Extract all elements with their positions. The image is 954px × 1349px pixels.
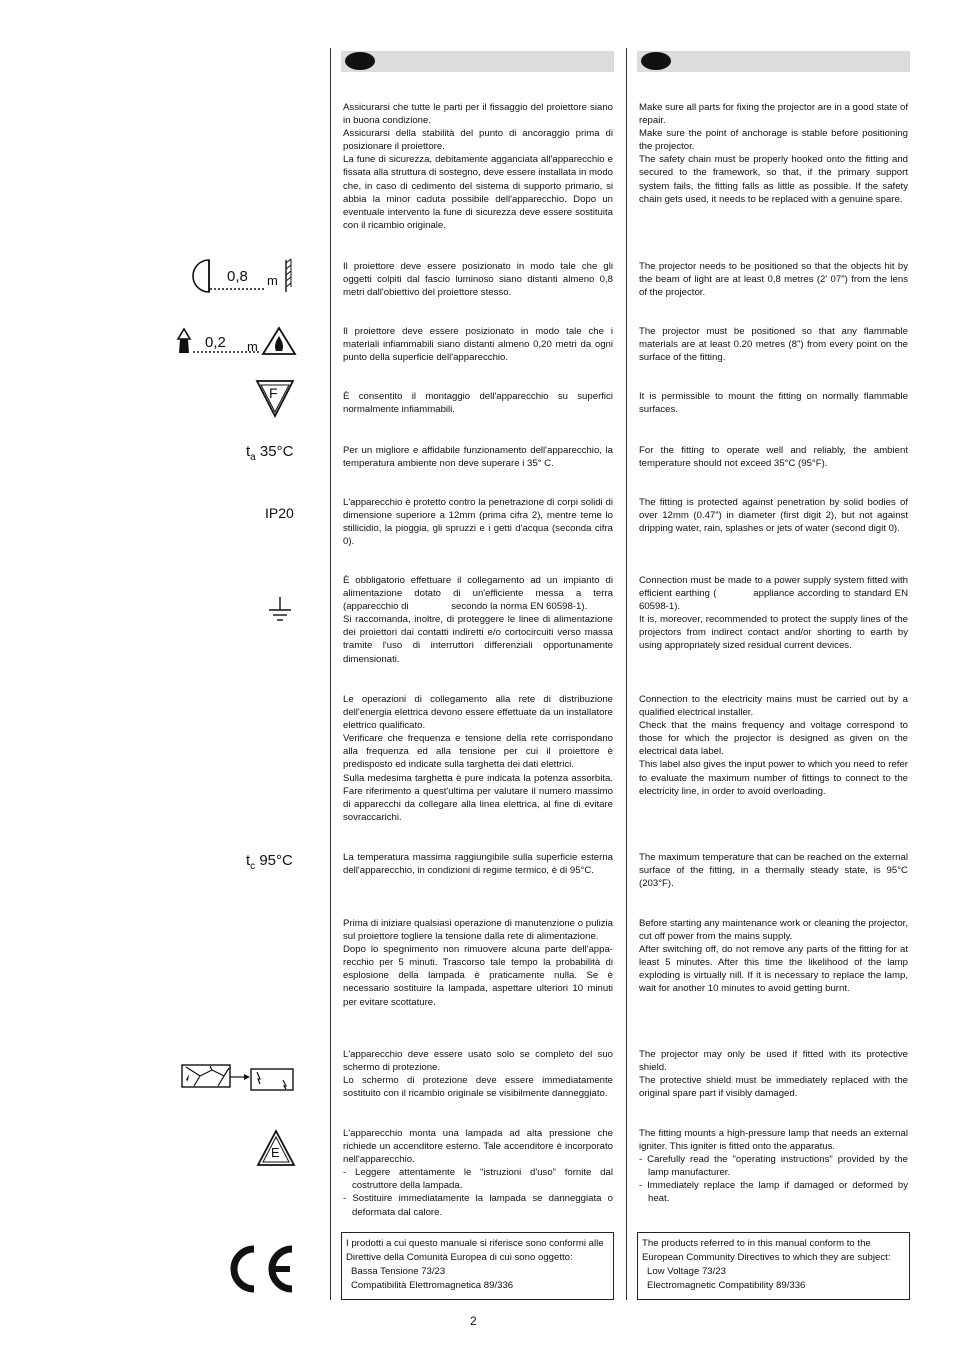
ta-t: t [246, 443, 251, 460]
italian-ce-directive-2: Compatibilità Elettromagnetica 89/336 [351, 1280, 514, 1291]
replace-shield-symbol [180, 1062, 296, 1092]
page-number: 2 [470, 1314, 477, 1328]
flammable-distance-icon [175, 325, 300, 359]
ambient-temperature-symbol [246, 443, 306, 465]
earth-icon [268, 596, 292, 626]
english-ce-box [637, 1232, 910, 1300]
f-mark-letter: F [269, 385, 278, 401]
italian-block-7: È obbligatorio effettuare il collegamento ad un impianto di alimentazione dotato di un'efficiente messa a terra (apparecchio di secondo la norma EN 60598-1). Si raccomanda, inoltre, di proteggere le linee di alimentazione dei proiettori dai contatti indiretti e/o cortocircuiti verso massa tramite l'uso di interruttori differenziali opportunamente dimensionati. [343, 575, 616, 665]
broken-shield-icon [180, 1062, 296, 1092]
english-block-5: For the fitting to operate well and reliably, the ambient temperature should not exceed 35°C (95°F). [639, 445, 908, 470]
english-ce-directive-1: Low Voltage 73/23 [647, 1266, 726, 1277]
italian-block-3: Il proiettore deve essere posizionato in modo tale che i materiali infiammabili siano distanti almeno 0,20 metri da ogni punto della superficie dell'apparecchio. [343, 326, 613, 364]
ta-value: 35°C [259, 443, 294, 460]
column-divider-right [626, 48, 627, 1300]
ta-sub: a [250, 452, 256, 463]
italian-block-12: L'apparecchio monta una lampada ad alta pressione che richiede un accenditore esterno. Tale accenditore è incorporato nell'apparecchio. - Leggere attentamente le “istruzioni d'uso” fornite dal costruttore della lampada. - Sostituire immediatamente la lampada se danneggiata o deformata dal calore. [343, 1128, 613, 1218]
flammable-distance-symbol [175, 325, 300, 359]
italian-block-10: Prima di iniziare qualsiasi operazione di manutenzione o pulizia sul proiettore togliere la tensione dalla rete di alimentazione. Dopo lo spegnimento non rimuovere alcuna parte dell'appa-recchio per 5 minuti. Trascorso tale tempo la probabilità di esplosione della lampada è praticamente nulla. Se è necessario sostituire la lampada, aspettare ulteriori 10 minuti per evitare scottature. [343, 918, 613, 1008]
english-block-11: The projector may only be used if fitted with its protective shield. The protective shield must be immediately replaced with the original spare part if visibly damaged. [639, 1049, 908, 1100]
distance-02-unit: m [247, 339, 258, 354]
distance-08-unit: m [267, 273, 278, 288]
english-block-7: Connection must be made to a power supply system fitted with efficient earthing ( appliance according to standard EN 60598-1). It is, moreover, recommended to protect the supply lines of the projectors from indirect contact and/or shorting to earth by using appropriately sized residual current devices. [639, 575, 911, 652]
italian-block-8: Le operazioni di collegamento alla rete di distribuzione dell'energia elettrica devono essere effettuate da un installatore elettrico qualificato. Verificare che frequenza e tensione della rete corrispondano alla frequenza ed alla tensione per cui il proiettore è predisposto ed indicate sulla targhetta dei dati elettrici. Sulla medesima targhetta è pure indicata la potenza assorbita. Fare riferimento a quest'ultima per valutare il numero massimo di apparecchi da collegare alla linea elettrica, al fine di evitare sovraccarichi. [343, 694, 613, 823]
tc-t: t [246, 852, 251, 869]
f-mark-symbol [255, 378, 295, 418]
english-block-4: It is permissible to mount the fitting on normally flammable surfaces. [639, 391, 908, 416]
english-block-9: The maximum temperature that can be reached on the external surface of the fitting, in a thermally steady state, is 95°C (203°F). [639, 852, 908, 890]
english-ce-directive-2: Electromagnetic Compatibility 89/336 [647, 1280, 806, 1291]
italian-block-6: L'apparecchio è protetto contro la penetrazione di corpi solidi di dimensione superiore a 12mm (prima cifra 2), mentre teme lo stillicidio, la pioggia, gli spruzzi e i getti d'acqua (seconda cifra 0). [343, 497, 613, 548]
italian-block-11: L'apparecchio deve essere usato solo se completo del suo schermo di protezione. Lo schermo di protezione deve essere immediatamente sostituito con il ricambio originale se visibilmente danneggiato. [343, 1049, 613, 1100]
distance-08-value: 0,8 [227, 268, 248, 285]
italian-block-2: Il proiettore deve essere posizionato in modo tale che gli oggetti colpiti dal fascio luminoso siano distanti almeno 0,8 metri dall'obiettivo del proiettore stesso. [343, 261, 613, 299]
italian-header-bar [341, 51, 614, 72]
tc-sub: c [250, 861, 256, 872]
ce-mark-icon [224, 1243, 296, 1295]
italian-ce-directive-1: Bassa Tensione 73/23 [351, 1266, 446, 1277]
italian-block-4: È consentito il montaggio dell'apparecchio su superfici normalmente infiammabili. [343, 391, 613, 416]
english-header-bar [637, 51, 910, 72]
distance-02-value: 0,2 [205, 334, 226, 351]
column-divider-left [330, 48, 331, 1300]
italian-language-dot [345, 52, 375, 70]
italian-block-5: Per un migliore e affidabile funzionamento dell'apparecchio, la temperatura ambiente non deve superare i 35° C. [343, 445, 613, 470]
english-block-2: The projector needs to be positioned so that the objects hit by the beam of light are at least 0,8 metres (2' 07") from the lens of the projector. [639, 261, 908, 299]
italian-ce-intro: I prodotti a cui questo manuale si riferisce sono conformi alle Direttive della Comunità Europea di cui sono oggetto: [346, 1238, 604, 1263]
english-ce-intro: The products referred to in this manual conform to the European Community Directives to which they are subject: [642, 1238, 891, 1263]
ce-mark [224, 1243, 296, 1295]
italian-block-9: La temperatura massima raggiungibile sulla superficie esterna dell'apparecchio, in condizioni di regime termico, è di 95°C. [343, 852, 613, 877]
english-block-6: The fitting is protected against penetration by solid bodies of over 12mm (0.47") in diameter (first digit 2), but not against dripping water, rain, splashes or jets of water (second digit 0). [639, 497, 908, 535]
distance-lens-objects-symbol [190, 257, 300, 297]
english-block-10: Before starting any maintenance work or cleaning the projector, cut off power from the mains supply. After switching off, do not remove any parts of the fitting for at least 5 minutes. After this time the likelihood of the lamp exploding is virtually nill. If it is necessary to replace the lamp, wait for another 10 minutes to avoid getting burnt. [639, 918, 908, 995]
ip-rating: IP20 [265, 505, 294, 521]
english-language-dot [641, 52, 671, 70]
e-mark-letter: E [271, 1145, 280, 1160]
earth-symbol [268, 596, 292, 626]
english-block-8: Connection to the electricity mains must be carried out by a qualified electrical installer. Check that the mains frequency and voltage correspond to those for which the projector is designed as given on the electrical data label. This label also gives the input power to which you need to refer to evaluate the maximum number of fittings to connect to the electricity line, in order to avoid overloading. [639, 694, 908, 797]
english-block-12: The fitting mounts a high-pressure lamp that needs an external igniter. This igniter is fitted onto the apparatus. - Carefully read the "operating instructions" provided by the lamp manufacturer. - Immediately replace the lamp if damaged or deformed by heat. [639, 1128, 908, 1205]
italian-block-1: Assicurarsi che tutte le parti per il fissaggio del proiettore siano in buona condizione. Assicurarsi della stabilità del punto di ancoraggio prima di posizionare il proiettore. La fune di sicurezza, debitamente agganciata all'apparecchio e fissata alla struttura di sostegno, deve essere installata in modo che, in caso di cedimento del sistema di supporto primario, si abbia la minor caduta possibile dell'apparecchio. Dopo un eventuale intervento la fune di sicurezza deve essere sostituita con il ricambio originale. [343, 102, 613, 231]
case-temperature-symbol [246, 852, 306, 874]
english-block-1: Make sure all parts for fixing the projector are in a good state of repair. Make sure the point of anchorage is stable before positioning the projector. The safety chain must be properly hooked onto the fitting and secured to the framework, so that, if the primary support system fails, the fitting falls as little as possible. If the safety chain gets used, it needs to be replaced with a genuine spare. [639, 102, 908, 205]
english-block-3: The projector must be positioned so that any flammable materials are at least 0.20 metres (8") from every point on the surface of the fitting. [639, 326, 908, 364]
tc-value: 95°C [259, 852, 293, 869]
italian-ce-box [341, 1232, 614, 1300]
e-mark-symbol [256, 1129, 296, 1167]
